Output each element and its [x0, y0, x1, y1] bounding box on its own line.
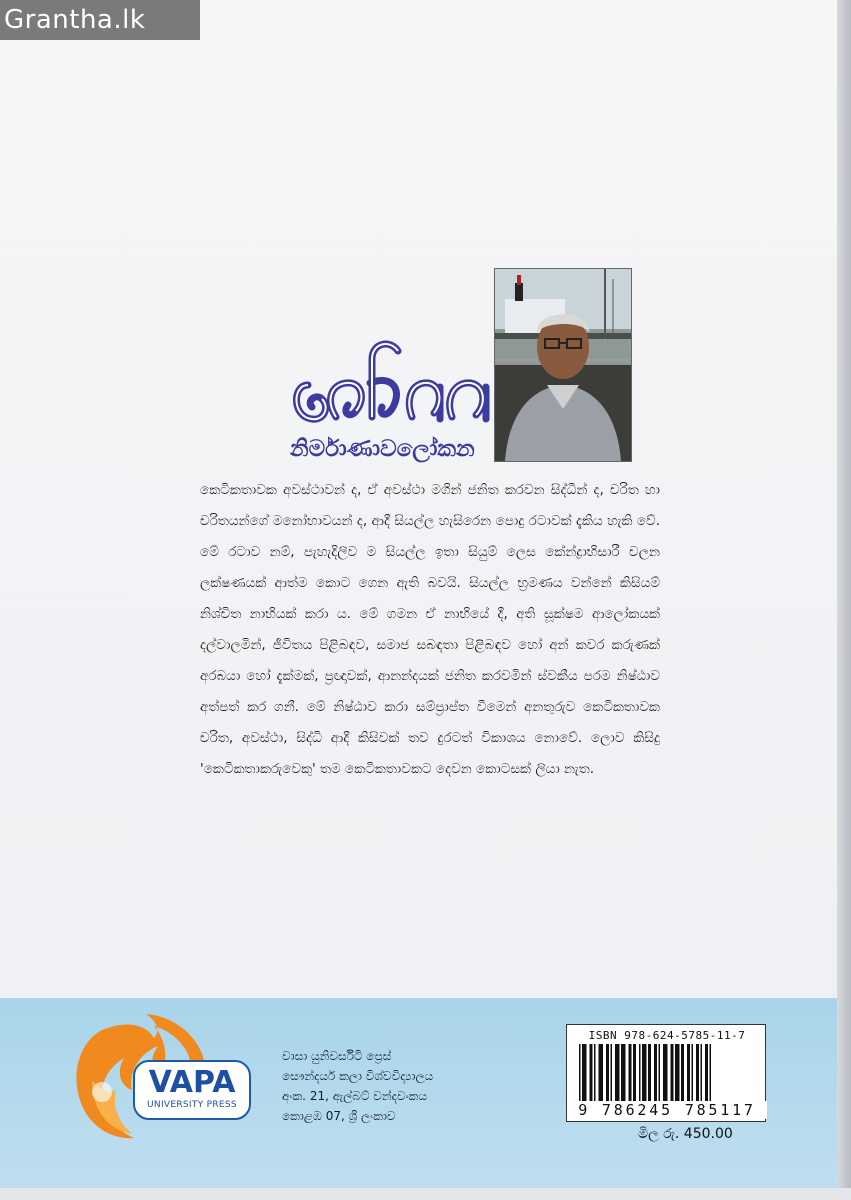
cover-bottom-edge [0, 1188, 851, 1200]
publisher-address [282, 1046, 492, 1126]
back-cover-blurb: කෙටිකතාවක අවස්ථාවන් ද, ඒ අවස්ථා මගින් ජනිත කරවන සිද්ධීන් ද, චරිත හා චරිතයන්ගේ මනෝභාවයන් ද, ආදී සියල්ල හැසිරෙන පොදු රටාවක් දැකිය හැකි වේ. මේ රටාව නම්, පැහැදිලිව ම සියල්ල ඉතා සියුම් ලෙස කේන්ද්‍රාභිසාරී චලන ලක්ෂණයක් ආත්ම කොට ගෙන ඇති බවයි. සියල්ල භ්‍රමණය වන්නේ කිසියම් නිශ්චිත නාභියක් කරා ය. මේ ගමන ඒ නාභියේ දී, අති සූක්ෂම ආලෝකයක් දල්වාලමින්, ජීවිතය පිළිබඳව, සමාජ සබඳතා පිළිබඳව හෝ අන් කවර කරුණක් අරබයා හෝ දැක්මක්, ප්‍රඥාවක්, ආනන්දයක් ජනිත කරවමින් ස්වකීය පරම නිෂ්ඨාව අත්පත් කර ගනී. මේ නිෂ්ඨාව කරා සම්ප්‍රාප්ත වීමෙන් අනතුරුව කෙටිකතාවක චරිත, අවස්ථා, සිද්ධි ආදී කිසිවක් තව දුරටත් විකාශය නොවේ. ලොව කිසිදු 'කෙටිකතාකරුවෙකු' තම කෙටිකතාවකට දෙවන කොටසක් ලියා නැත. [200, 482, 660, 777]
price-label: මිල රු. 450.00 [638, 1126, 733, 1142]
barcode-digits: 9 786245 785117 [567, 1101, 767, 1119]
book-subtitle: නිර්මාණාවලෝකන [290, 436, 475, 462]
publisher-logo-word: VAPA [148, 1065, 236, 1100]
isbn-label: ISBN 978-624-5785-11-7 [588, 1029, 746, 1042]
cover-spine-edge [837, 0, 851, 1200]
publisher-logo-sub: UNIVERSITY PRESS [147, 1100, 237, 1110]
isbn-barcode [566, 1024, 766, 1122]
publisher-line: වාසා යුනිවර්සිටි ප්‍රෙස් [282, 1049, 392, 1063]
publisher-line: කොළඹ 07, ශ්‍රී ලංකාව [282, 1109, 396, 1123]
book-title-logo [290, 315, 500, 433]
publisher-line: අංක. 21, ඇල්බට් වන්දවංකය [282, 1089, 428, 1103]
publisher-line: සෞන්දර්ය කලා විශ්වවිද්‍යාලය [282, 1069, 434, 1083]
barcode-bars [579, 1044, 755, 1104]
author-photo [494, 268, 632, 462]
site-watermark: Grantha.lk [0, 0, 200, 40]
vapa-badge [133, 1060, 251, 1120]
